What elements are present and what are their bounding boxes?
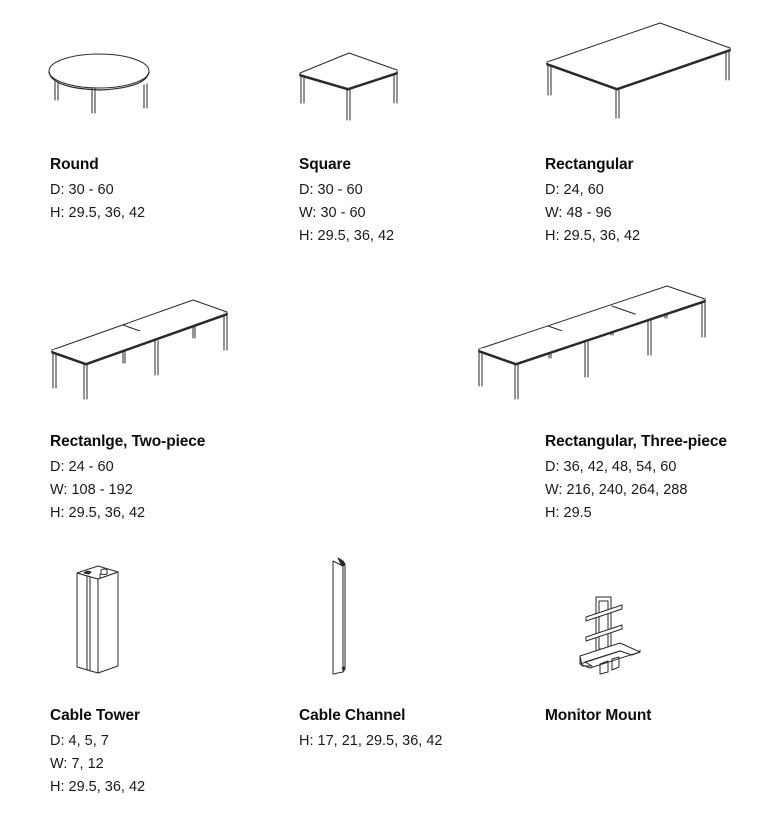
round-table-icon bbox=[49, 54, 149, 113]
monitor-mount-icon bbox=[580, 597, 640, 674]
product-title: Rectanlge, Two-piece bbox=[50, 433, 206, 450]
spec-width: W: 216, 240, 264, 288 bbox=[545, 482, 688, 498]
product-title: Monitor Mount bbox=[545, 707, 652, 724]
spec-depth: D: 24, 60 bbox=[545, 182, 604, 198]
product-rectangle-two-piece bbox=[50, 433, 205, 525]
product-square bbox=[299, 156, 394, 248]
product-title: Cable Channel bbox=[299, 707, 406, 724]
spec-height: H: 29.5, 36, 42 bbox=[299, 228, 395, 244]
product-cable-tower bbox=[50, 707, 145, 799]
spec-height: H: 17, 21, 29.5, 36, 42 bbox=[299, 733, 443, 749]
spec-width: W: 108 - 192 bbox=[50, 482, 133, 498]
spec-height: H: 29.5, 36, 42 bbox=[545, 228, 641, 244]
product-cable-channel bbox=[299, 707, 443, 753]
spec-width: W: 7, 12 bbox=[50, 756, 104, 772]
product-round bbox=[50, 156, 145, 225]
spec-width: W: 48 - 96 bbox=[545, 205, 612, 221]
cable-channel-icon bbox=[333, 558, 345, 674]
spec-height: H: 29.5 bbox=[545, 505, 592, 521]
product-rectangular bbox=[545, 156, 640, 248]
spec-depth: D: 24 - 60 bbox=[50, 459, 114, 475]
spec-depth: D: 4, 5, 7 bbox=[50, 733, 109, 749]
spec-diameter: D: 30 - 60 bbox=[50, 182, 114, 198]
spec-height: H: 29.5, 36, 42 bbox=[50, 205, 146, 221]
spec-width: W: 30 - 60 bbox=[299, 205, 366, 221]
square-table-icon bbox=[300, 53, 397, 120]
rectangular-table-icon bbox=[547, 23, 730, 118]
spec-depth: D: 30 - 60 bbox=[299, 182, 363, 198]
product-title: Square bbox=[299, 156, 351, 173]
spec-depth: D: 36, 42, 48, 54, 60 bbox=[545, 459, 677, 475]
product-monitor-mount bbox=[545, 707, 651, 730]
product-title: Rectangular, Three-piece bbox=[545, 433, 727, 450]
cable-tower-icon bbox=[77, 566, 118, 673]
spec-height: H: 29.5, 36, 42 bbox=[50, 779, 146, 795]
spec-height: H: 29.5, 36, 42 bbox=[50, 505, 146, 521]
two-piece-table-icon bbox=[52, 300, 227, 399]
product-title: Rectangular bbox=[545, 156, 634, 173]
product-rectangular-three-piece bbox=[545, 433, 727, 525]
three-piece-table-icon bbox=[479, 286, 705, 399]
product-title: Cable Tower bbox=[50, 707, 140, 724]
product-title: Round bbox=[50, 156, 99, 173]
